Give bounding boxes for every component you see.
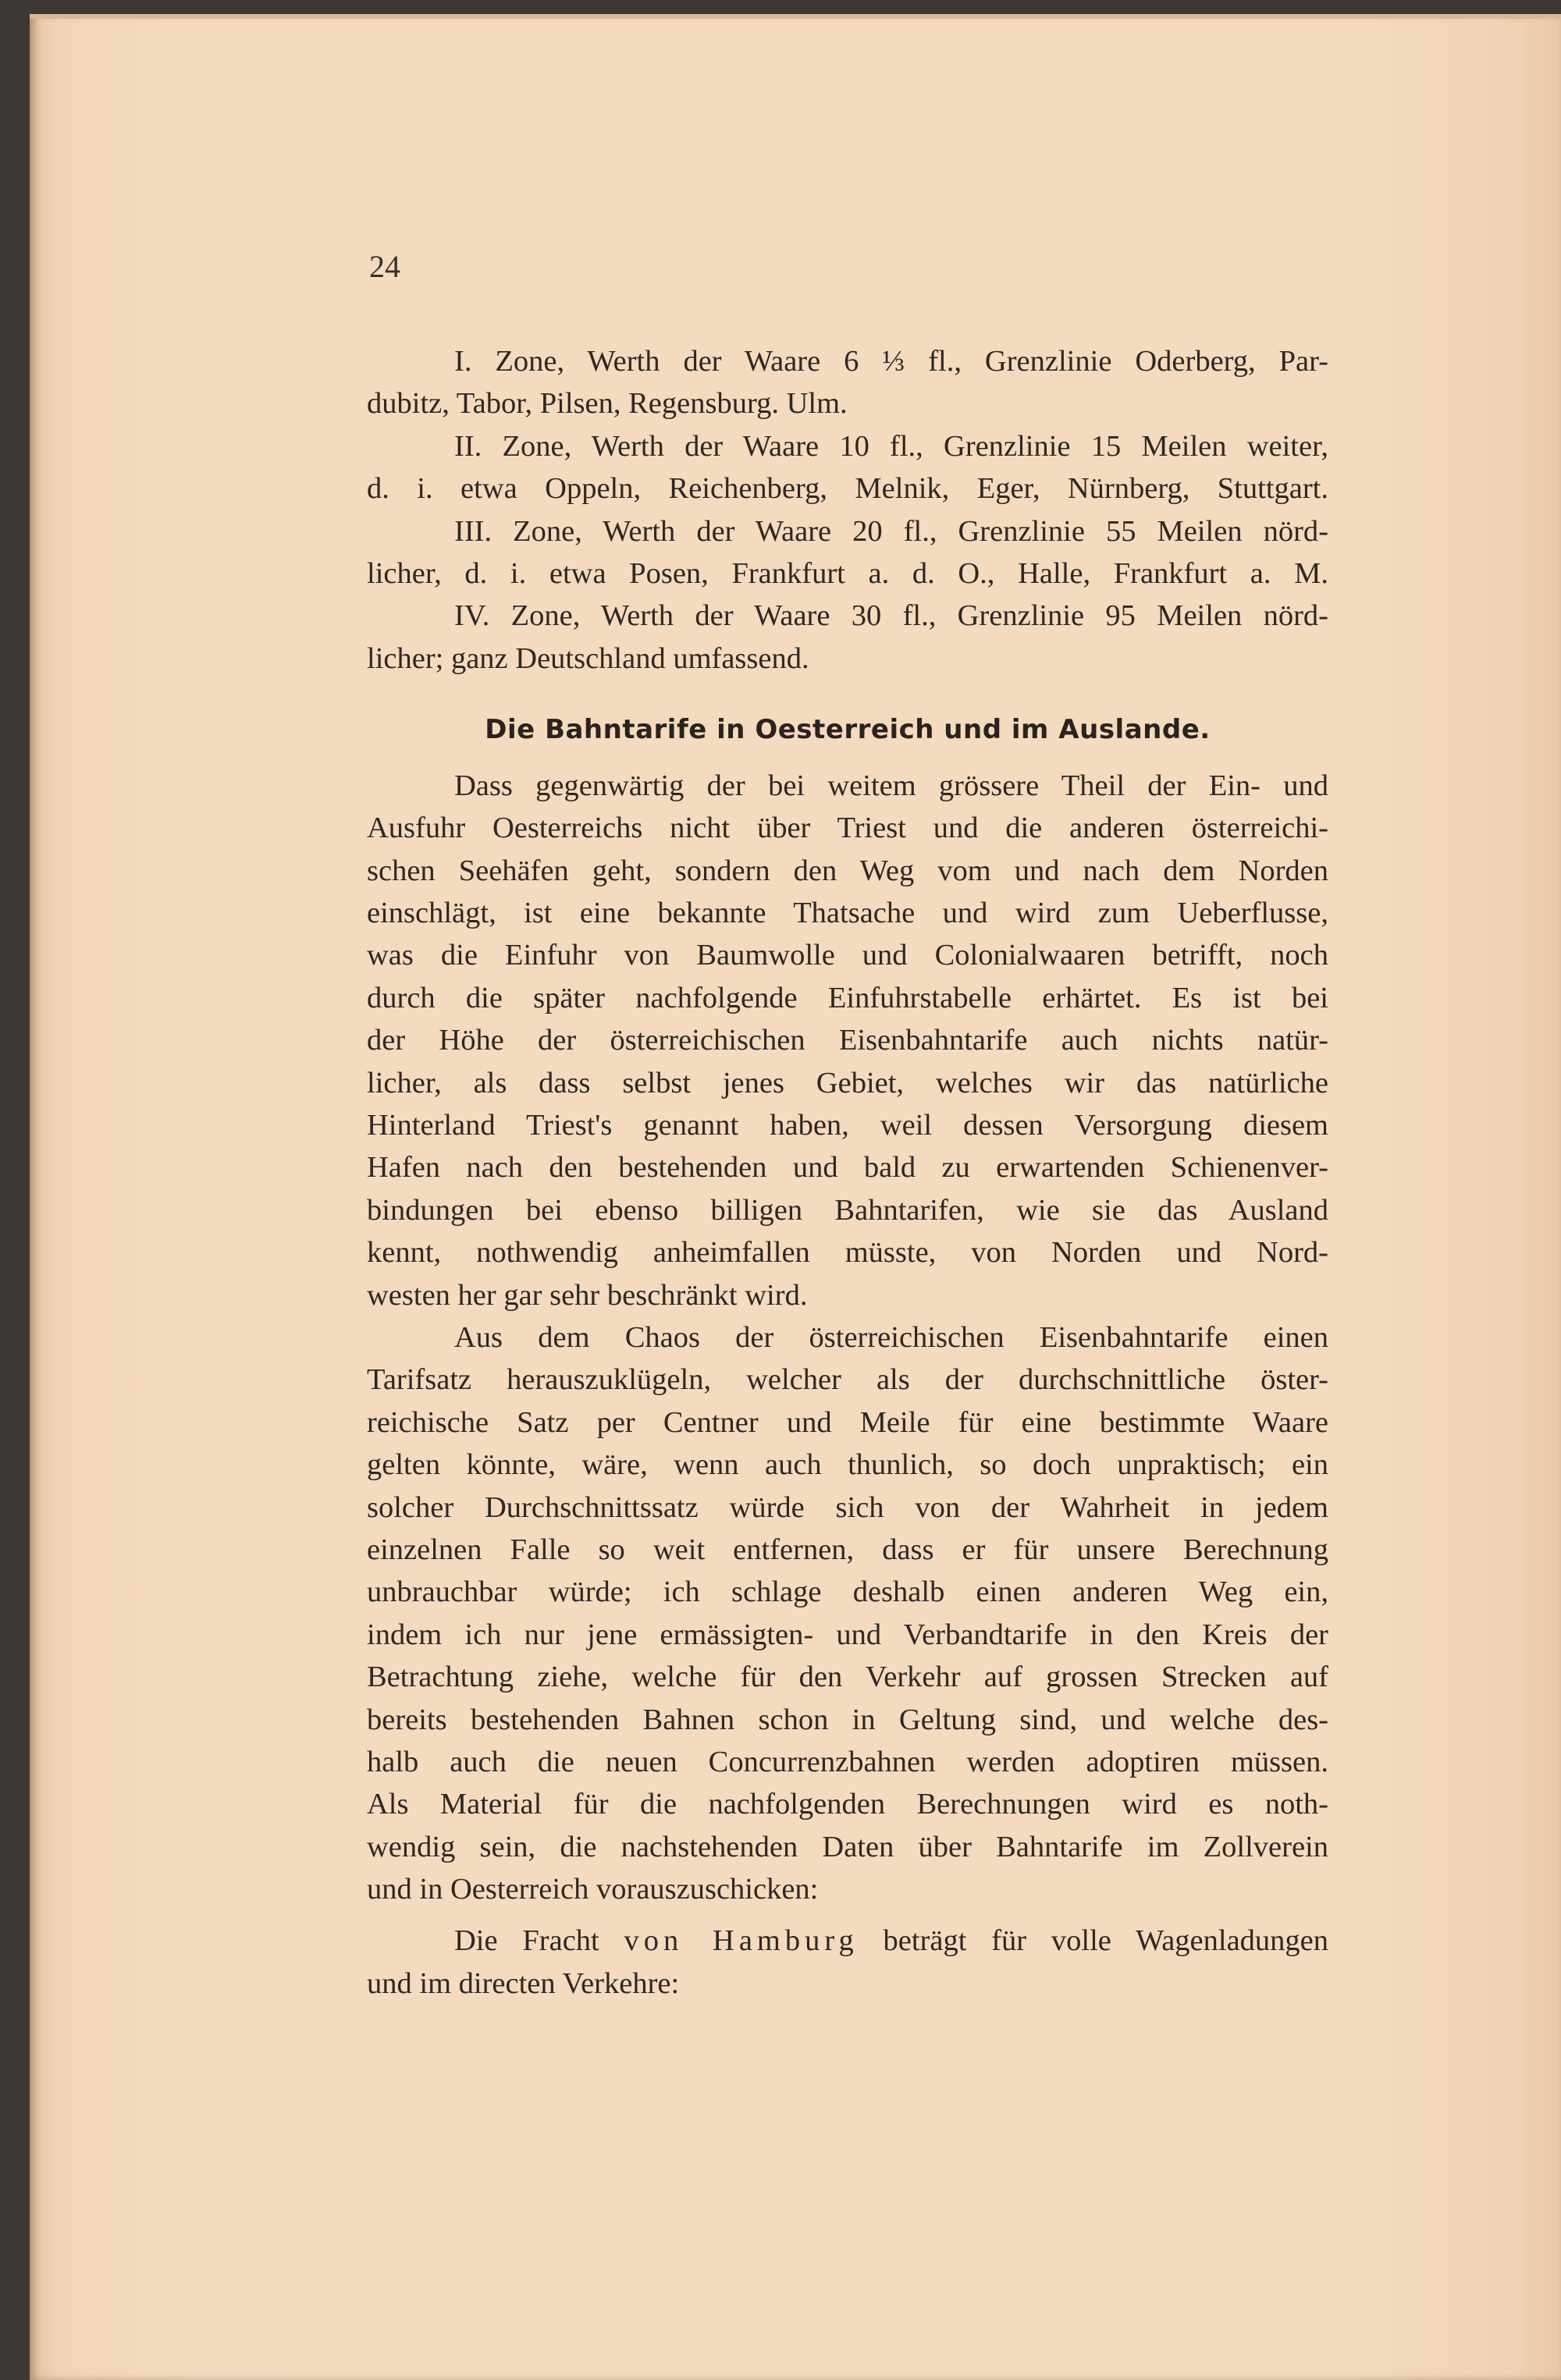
text-line: I. Zone, Werth der Waare 6 ⅓ fl., Grenzlinie Oderberg, Par- [454,345,1328,378]
text-line: und im directen Verkehre: [367,1966,680,2000]
text-line: Tarifsatz herauszuklügeln, welcher als der durchschnittliche öster- [367,1363,1328,1397]
page-body [367,340,1328,2005]
text-line: solcher Durchschnittssatz würde sich von der Wahrheit in jedem [367,1490,1328,1524]
text-line: licher; ganz Deutschland umfassend. [367,641,809,675]
text-line: indem ich nur jene ermässigten- und Verbandtarife in den Kreis der [367,1618,1328,1651]
page-number: 24 [369,249,400,284]
text-line: unbrauchbar würde; ich schlage deshalb einen anderen Weg ein, [367,1575,1328,1609]
text-line: dubitz, Tabor, Pilsen, Regensburg. Ulm. [367,387,848,421]
text-line: II. Zone, Werth der Waare 10 fl., Grenzlinie 15 Meilen weiter, [454,429,1328,463]
text-line: reichische Satz per Centner und Meile für eine bestimmte Waare [367,1405,1328,1439]
text-span: beträgt für volle Wagenladungen [858,1924,1329,1958]
zone-list [367,340,1328,680]
paragraph-1 [367,765,1328,1316]
text-line: Dass gegenwärtig der bei weitem grössere Theil der Ein- und [454,769,1328,802]
text-line: wendig sein, die nachstehenden Daten über Bahntarife im Zollverein [367,1830,1328,1863]
text-line: d. i. etwa Oppeln, Reichenberg, Melnik, Eger, Nürnberg, Stuttgart. [367,472,1328,506]
text-line [367,1920,1328,1962]
section-heading: Die Bahntarife in Oesterreich und im Auslande. [485,714,1211,746]
text-line: der Höhe der österreichischen Eisenbahntarife auch nichts natür- [367,1024,1328,1057]
paragraph-2 [367,1316,1328,1910]
text-line: bindungen bei ebenso billigen Bahntarifen, wie sie das Ausland [367,1193,1328,1227]
text-line: einzelnen Falle so weit entfernen, dass er für unsere Berechnung [367,1533,1328,1566]
text-line: Aus dem Chaos der österreichischen Eisenbahntarife einen [454,1321,1328,1354]
emphasized-text: von Hamburg [624,1924,859,1958]
text-line: bereits bestehenden Bahnen schon in Geltung sind, und welche des- [367,1703,1328,1736]
text-line: Als Material für die nachfolgenden Berechnungen wird es noth- [367,1788,1328,1821]
text-line: Betrachtung ziehe, welche für den Verkehr auf grossen Strecken auf [367,1661,1328,1694]
text-line: Hafen nach den bestehenden und bald zu erwartenden Schienenver- [367,1151,1328,1185]
text-line: IV. Zone, Werth der Waare 30 fl., Grenzlinie 95 Meilen nörd- [454,599,1328,633]
text-line: schen Seehäfen geht, sondern den Weg vom und nach dem Norden [367,854,1328,887]
text-span: Die Fracht [454,1924,624,1958]
text-line: gelten könnte, wäre, wenn auch thunlich, so doch unpraktisch; ein [367,1448,1328,1482]
text-line: licher, als dass selbst jenes Gebiet, welches wir das natürliche [367,1066,1328,1099]
text-line: westen her gar sehr beschränkt wird. [367,1278,808,1312]
text-line: Ausfuhr Oesterreichs nicht über Triest und die anderen österreichi- [367,812,1328,845]
text-line: licher, d. i. etwa Posen, Frankfurt a. d. O., Halle, Frankfurt a. M. [367,556,1328,590]
text-line: III. Zone, Werth der Waare 20 fl., Grenzlinie 55 Meilen nörd- [454,514,1328,548]
page-top-edge [30,14,1561,19]
text-line: was die Einfuhr von Baumwolle und Colonialwaaren betrifft, noch [367,939,1328,972]
text-line: und in Oesterreich vorauszuschicken: [367,1873,819,1906]
text-line: kennt, nothwendig anheimfallen müsste, von Norden und Nord- [367,1236,1328,1270]
paragraph-3 [367,1920,1328,2005]
text-line: halb auch die neuen Concurrenzbahnen werden adoptiren müssen. [367,1745,1328,1778]
text-line: durch die später nachfolgende Einfuhrstabelle erhärtet. Es ist bei [367,981,1328,1014]
text-line: einschlägt, ist eine bekannte Thatsache und wird zum Ueberflusse, [367,897,1328,930]
text-line: Hinterland Triest's genannt haben, weil dessen Versorgung diesem [367,1109,1328,1142]
